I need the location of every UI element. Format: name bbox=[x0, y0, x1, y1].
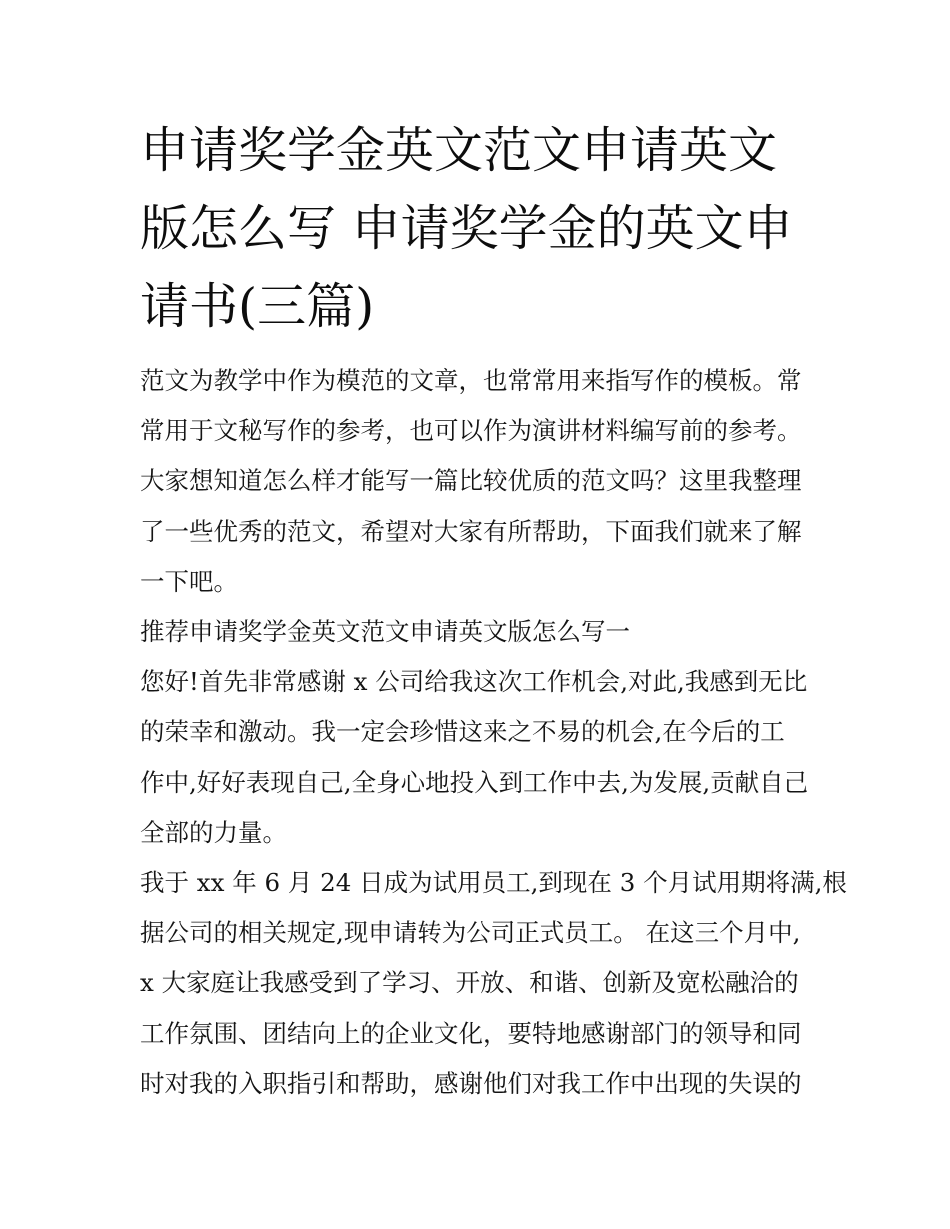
title-line: 申请奖学金英文范文申请英文 bbox=[140, 122, 778, 179]
title-line: 请书(三篇) bbox=[140, 278, 375, 335]
text-line: 大家想知道怎么样才能写一篇比较优质的范文吗？这里我整理 bbox=[140, 466, 802, 496]
text-line: 作中,好好表现自己,全身心地投入到工作中去,为发展,贡献自己 bbox=[140, 767, 809, 797]
text-line: 了一些优秀的范文，希望对大家有所帮助，下面我们就来了解 bbox=[140, 516, 802, 546]
text-line: 范文为教学中作为模范的文章，也常常用来指写作的模板。常 bbox=[140, 366, 802, 395]
text-line: 推荐申请奖学金英文范文申请英文版怎么写一 bbox=[140, 617, 630, 647]
text-line: x 大家庭让我感受到了学习、开放、和谐、创新及宽松融洽的 bbox=[140, 968, 799, 998]
text-line: 常用于文秘写作的参考，也可以作为演讲材料编写前的参考。 bbox=[140, 416, 802, 446]
document-title bbox=[140, 112, 820, 346]
section-heading bbox=[140, 607, 820, 657]
text-line: 据公司的相关规定,现申请转为公司正式员工。 在这三个月中, bbox=[140, 918, 801, 948]
text-line: 的荣幸和激动。我一定会珍惜这来之不易的机会,在今后的工 bbox=[140, 717, 785, 747]
text-line: 工作氛围、团结向上的企业文化，要特地感谢部门的领导和同 bbox=[140, 1018, 802, 1048]
text-line: 您好!首先非常感谢 x 公司给我这次工作机会,对此,我感到无比 bbox=[140, 667, 808, 697]
title-line: 版怎么写 申请奖学金的英文申 bbox=[140, 200, 793, 257]
body-paragraph bbox=[140, 657, 820, 858]
text-line: 我于 xx 年 6 月 24 日成为试用员工,到现在 3 个月试用期将满,根 bbox=[140, 868, 847, 898]
text-line: 全部的力量。 bbox=[140, 817, 287, 847]
document-page bbox=[140, 112, 847, 1109]
intro-paragraph bbox=[140, 356, 820, 607]
document-body bbox=[140, 356, 847, 1109]
body-paragraph bbox=[140, 858, 847, 1109]
text-line: 一下吧。 bbox=[140, 566, 238, 596]
text-line: 时对我的入职指引和帮助，感谢他们对我工作中出现的失误的 bbox=[140, 1068, 802, 1098]
